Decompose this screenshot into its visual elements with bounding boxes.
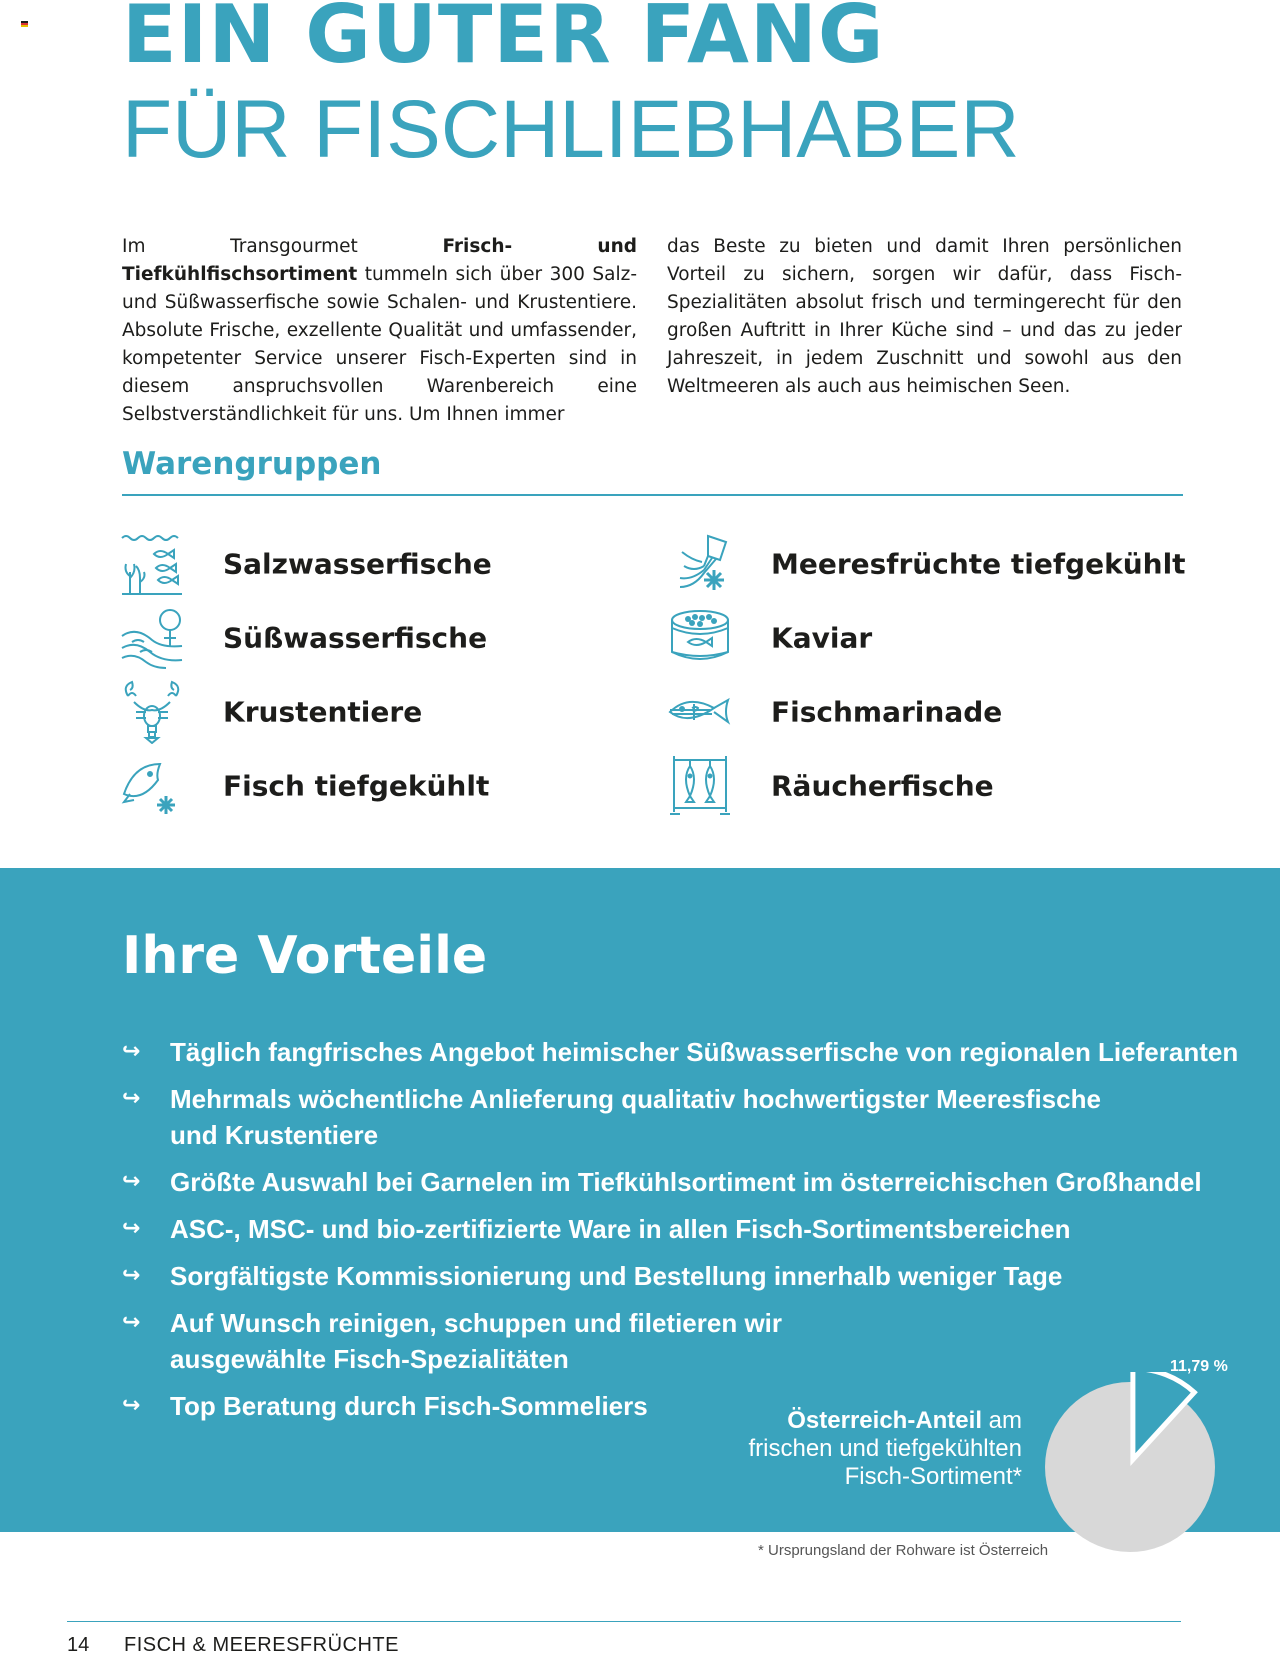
arrow-icon: ↪ bbox=[122, 1393, 141, 1418]
list-item bbox=[122, 1081, 1238, 1153]
list-item bbox=[122, 1258, 1238, 1294]
caviar-tin-icon bbox=[668, 606, 732, 670]
frozen-squid-icon bbox=[668, 532, 732, 596]
footer-section-title: FISCH & MEERESFRÜCHTE bbox=[124, 1634, 399, 1656]
marinated-fish-icon bbox=[668, 680, 732, 744]
divider bbox=[122, 494, 1183, 496]
list-item bbox=[122, 1305, 1238, 1377]
category-raeucherfische bbox=[668, 756, 994, 816]
intro-text: tummeln sich über 300 Salz- und Süßwasserfische sowie Schalen- und Krustentiere. Absolute Frische, exzellente Qualität und umfassender, kompetenter Service unserer Fisch-Experten sind in diesem anspruchsvollen Warenbereich eine Selbstverständlichkeit für uns. Um Ihnen immer bbox=[122, 264, 637, 425]
pie-svg bbox=[1035, 1372, 1225, 1562]
share-caption bbox=[748, 1407, 1022, 1491]
category-suesswasserfische bbox=[120, 608, 488, 668]
footnote: * Ursprungsland der Rohware ist Österreich bbox=[758, 1542, 1049, 1559]
page-title-line2: FÜR FISCHLIEBHABER bbox=[122, 84, 1020, 175]
category-fisch-tiefgekuehlt bbox=[120, 756, 490, 816]
benefit-text: Auf Wunsch reinigen, schuppen und filetieren wir ausgewählte Fisch-Spezialitäten bbox=[170, 1308, 783, 1374]
intro-left-column bbox=[122, 233, 637, 429]
benefit-text: Top Beratung durch Fisch-Sommeliers bbox=[170, 1391, 648, 1421]
share-pie-chart bbox=[1035, 1372, 1225, 1562]
intro-right-column: das Beste zu bieten und damit Ihren persönlichen Vorteil zu sichern, sorgen wir dafür, dass Fisch-Spezialitäten absolut frisch und termingerecht für den großen Auftritt in Ihrer Küche sind – und das zu jeder Jahreszeit, in jedem Zuschnitt und sowohl aus den Weltmeeren als auch aus heimischen Seen. bbox=[667, 236, 1182, 397]
arrow-icon: ↪ bbox=[122, 1169, 141, 1194]
list-item bbox=[122, 1211, 1238, 1247]
arrow-icon: ↪ bbox=[122, 1039, 141, 1064]
list-item bbox=[122, 1034, 1238, 1070]
arrow-icon: ↪ bbox=[122, 1263, 141, 1288]
intro-bold-text: Frisch- und Tiefkühlfischsortiment bbox=[122, 236, 637, 285]
category-salzwasserfische bbox=[120, 534, 492, 594]
language-flag bbox=[21, 21, 28, 27]
arrow-icon: ↪ bbox=[122, 1216, 141, 1241]
footer-rule bbox=[67, 1621, 1181, 1622]
freshwater-fish-icon bbox=[120, 606, 184, 670]
page-number: 14 bbox=[67, 1634, 90, 1656]
page-title-line1: EIN GUTER FANG bbox=[122, 0, 885, 81]
benefit-text: Sorgfältigste Kommissionierung und Bestellung innerhalb weniger Tage bbox=[170, 1261, 1063, 1291]
smoked-fish-icon bbox=[668, 754, 732, 818]
pie-data-label: 11,79 % bbox=[1170, 1358, 1228, 1375]
frozen-fish-icon bbox=[120, 754, 184, 818]
saltwater-fish-icon bbox=[120, 532, 184, 596]
arrow-icon: ↪ bbox=[122, 1086, 141, 1111]
benefit-text: ASC-, MSC- und bio-zertifizierte Ware in allen Fisch-Sortimentsbereichen bbox=[170, 1214, 1071, 1244]
pie-slice-rest bbox=[1045, 1382, 1215, 1552]
arrow-icon: ↪ bbox=[122, 1310, 141, 1335]
benefit-text: Täglich fangfrisches Angebot heimischer Süßwasserfische von regionalen Lieferanten bbox=[170, 1037, 1239, 1067]
intro-text: Im Transgourmet bbox=[122, 236, 443, 257]
category-krustentiere bbox=[120, 682, 423, 742]
category-label: Räucherfische bbox=[771, 769, 994, 803]
category-label: Fischmarinade bbox=[771, 695, 1003, 729]
lobster-icon bbox=[120, 680, 184, 744]
category-kaviar bbox=[668, 608, 873, 668]
category-label: Meeresfrüchte tiefgekühlt bbox=[771, 547, 1186, 581]
benefits-heading: Ihre Vorteile bbox=[122, 926, 488, 986]
category-meeresfruechte-tiefgekuehlt bbox=[668, 534, 1186, 594]
share-caption-line3: Fisch-Sortiment* bbox=[844, 1463, 1022, 1490]
list-item bbox=[122, 1164, 1238, 1200]
share-caption-bold: Österreich-Anteil bbox=[787, 1407, 982, 1434]
warengruppen-heading: Warengruppen bbox=[122, 446, 382, 482]
category-label: Kaviar bbox=[771, 621, 873, 655]
category-label: Krustentiere bbox=[223, 695, 423, 729]
share-caption-line2: frischen und tiefgekühlten bbox=[748, 1435, 1022, 1462]
benefit-text: Größte Auswahl bei Garnelen im Tiefkühlsortiment im österreichischen Großhandel bbox=[170, 1167, 1202, 1197]
category-fischmarinade bbox=[668, 682, 1003, 742]
share-caption-rest: am bbox=[981, 1407, 1022, 1434]
category-label: Fisch tiefgekühlt bbox=[223, 769, 490, 803]
category-label: Süßwasserfische bbox=[223, 621, 488, 655]
benefit-text: Mehrmals wöchentliche Anlieferung qualitativ hochwertigster Meeresfische und Krustentiere bbox=[170, 1084, 1101, 1150]
category-label: Salzwasserfische bbox=[223, 547, 492, 581]
